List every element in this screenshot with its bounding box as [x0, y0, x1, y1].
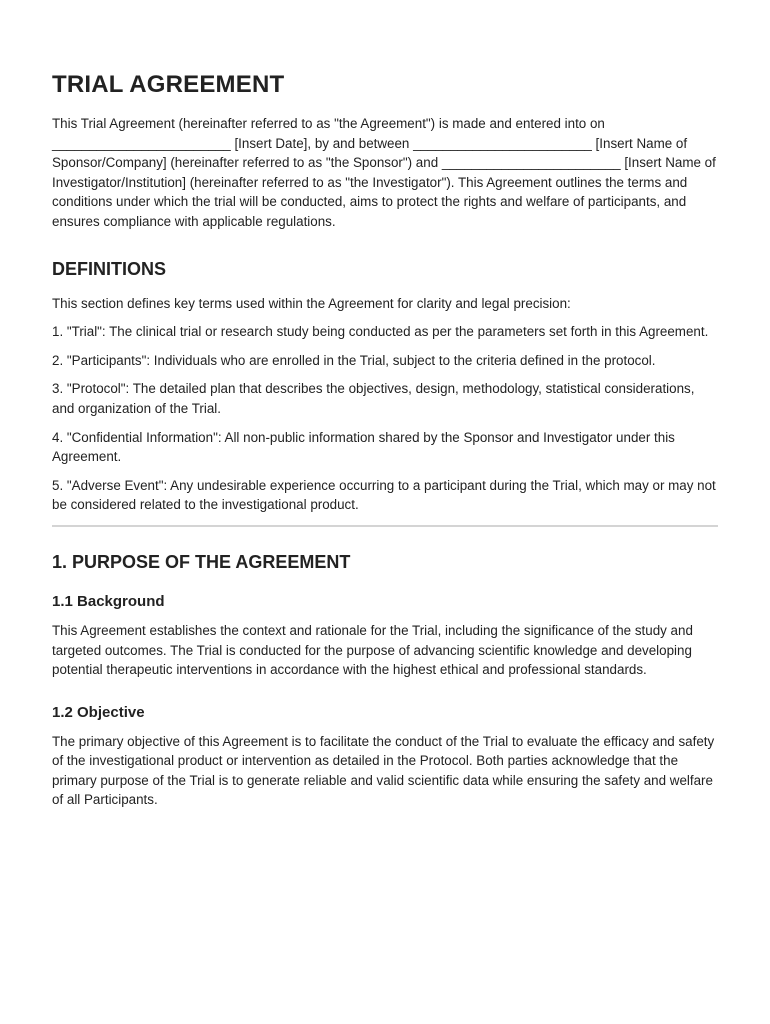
background-heading: 1.1 Background	[52, 592, 165, 610]
objective-paragraph: The primary objective of this Agreement is to facilitate the conduct of the Trial to evaluate the efficacy and safety of the investigational product or intervention as detailed in the Protocol. Both parties acknowledge that the primary purpose of the Trial is to generate reliable and valid scientific data while ensuring the safety and welfare of all Participants.	[52, 733, 715, 808]
document-title: TRIAL AGREEMENT	[52, 71, 285, 98]
definition-item: 1. "Trial": The clinical trial or research study being conducted as per the parameters set forth in this Agreement.	[52, 324, 709, 340]
purpose-heading: 1. PURPOSE OF THE AGREEMENT	[52, 551, 351, 572]
objective-heading: 1.2 Objective	[52, 703, 145, 721]
definitions-lead: This section defines key terms used within the Agreement for clarity and legal precision:	[52, 295, 571, 311]
intro-paragraph: This Trial Agreement (hereinafter referred to as "the Agreement") is made and entered into on ________________________ [Insert Date], by and between ________________________ [Insert Name of Sponsor/Company] (hereinafter referred to as "the Sponsor") and ________________________ [Insert Name of Investigator/Institution] (hereinafter referred to as "the Investigator"). This Agreement outlines the terms and conditions under which the trial will be conducted, aims to protect the rights and welfare of participants, and ensures compliance with applicable regulations.	[52, 116, 716, 229]
definition-item: 4. "Confidential Information": All non-public information shared by the Sponsor and Investigator under this Agreement.	[52, 429, 675, 465]
section-divider	[52, 525, 718, 527]
definition-item: 5. "Adverse Event": Any undesirable experience occurring to a participant during the Trial, which may or may not be considered related to the investigational product.	[52, 477, 716, 513]
definition-item: 3. "Protocol": The detailed plan that describes the objectives, design, methodology, statistical considerations, and organization of the Trial.	[52, 381, 695, 416]
definition-item: 2. "Participants": Individuals who are enrolled in the Trial, subject to the criteria defined in the protocol.	[52, 352, 656, 368]
definitions-heading: DEFINITIONS	[52, 258, 167, 279]
background-paragraph: This Agreement establishes the context and rationale for the Trial, including the significance of the study and targeted outcomes. The Trial is conducted for the purpose of advancing scientific knowledge and developing potential therapeutic interventions in accordance with the highest ethical and professional standards.	[52, 622, 693, 678]
